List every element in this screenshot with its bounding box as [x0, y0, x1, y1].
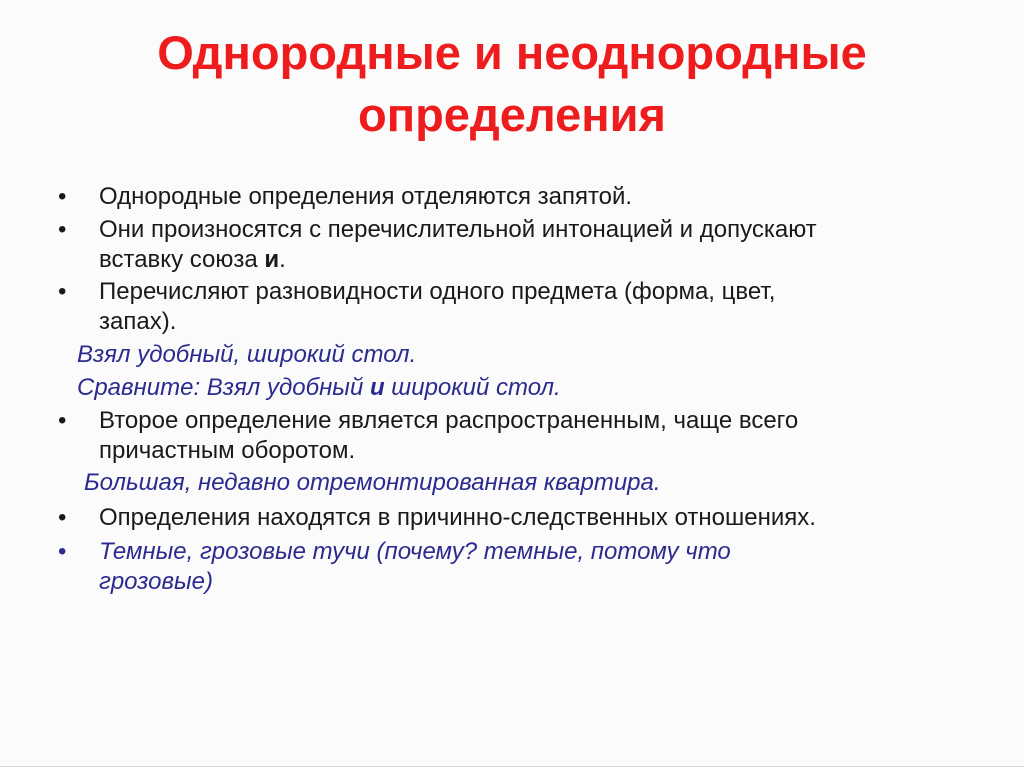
bullet-marker: •: [58, 278, 67, 305]
bullet-text-line-1: Перечисляют разновидности одного предмета (форма, цвет,: [99, 278, 776, 305]
example-1: Взял удобный, широкий стол.: [77, 341, 417, 368]
example-text-line-1: Темные, грозовые тучи (почему? темные, потому что: [99, 538, 731, 565]
bullet-item-5: [58, 503, 979, 533]
bullet-marker: •: [58, 538, 67, 565]
slide-title-line-1: Однородные и неоднородные: [157, 26, 867, 79]
conjunction-highlight: и: [264, 246, 280, 273]
bullet-item-6-example: [58, 537, 979, 597]
example-3: Большая, недавно отремонтированная квартира.: [84, 469, 661, 496]
example-text: Сравните: Взял удобный: [77, 374, 370, 401]
bullet-text: Определения находятся в причинно-следственных отношениях.: [99, 504, 816, 531]
bullet-text: вставку союза: [99, 246, 265, 273]
bullet-marker: •: [58, 183, 67, 210]
example-text-line-2: грозовые): [99, 568, 214, 595]
bullet-text-line-1: Второе определение является распространенным, чаще всего: [99, 407, 799, 434]
bullet-text: .: [279, 246, 286, 273]
bullet-item-4: [58, 406, 979, 466]
conjunction-highlight: и: [369, 374, 385, 401]
bullet-item-3: [58, 277, 979, 337]
bullet-text: Однородные определения отделяются запятой.: [99, 183, 633, 210]
slide-title-line-2: определения: [357, 88, 666, 141]
bullet-item-1: [58, 182, 979, 212]
bullet-marker: •: [58, 407, 67, 434]
bullet-marker: •: [58, 504, 67, 531]
bullet-text-line-2: запах).: [99, 308, 177, 335]
bullet-text-line-2: причастным оборотом.: [99, 437, 356, 464]
bullet-item-2: [58, 215, 979, 275]
bullet-marker: •: [58, 216, 67, 243]
bullet-text-line-2: [99, 245, 979, 275]
bullet-text-line-1: Они произносятся с перечислительной интонацией и допускают: [99, 216, 817, 243]
example-2: [77, 373, 561, 403]
example-text: широкий стол.: [384, 374, 561, 401]
